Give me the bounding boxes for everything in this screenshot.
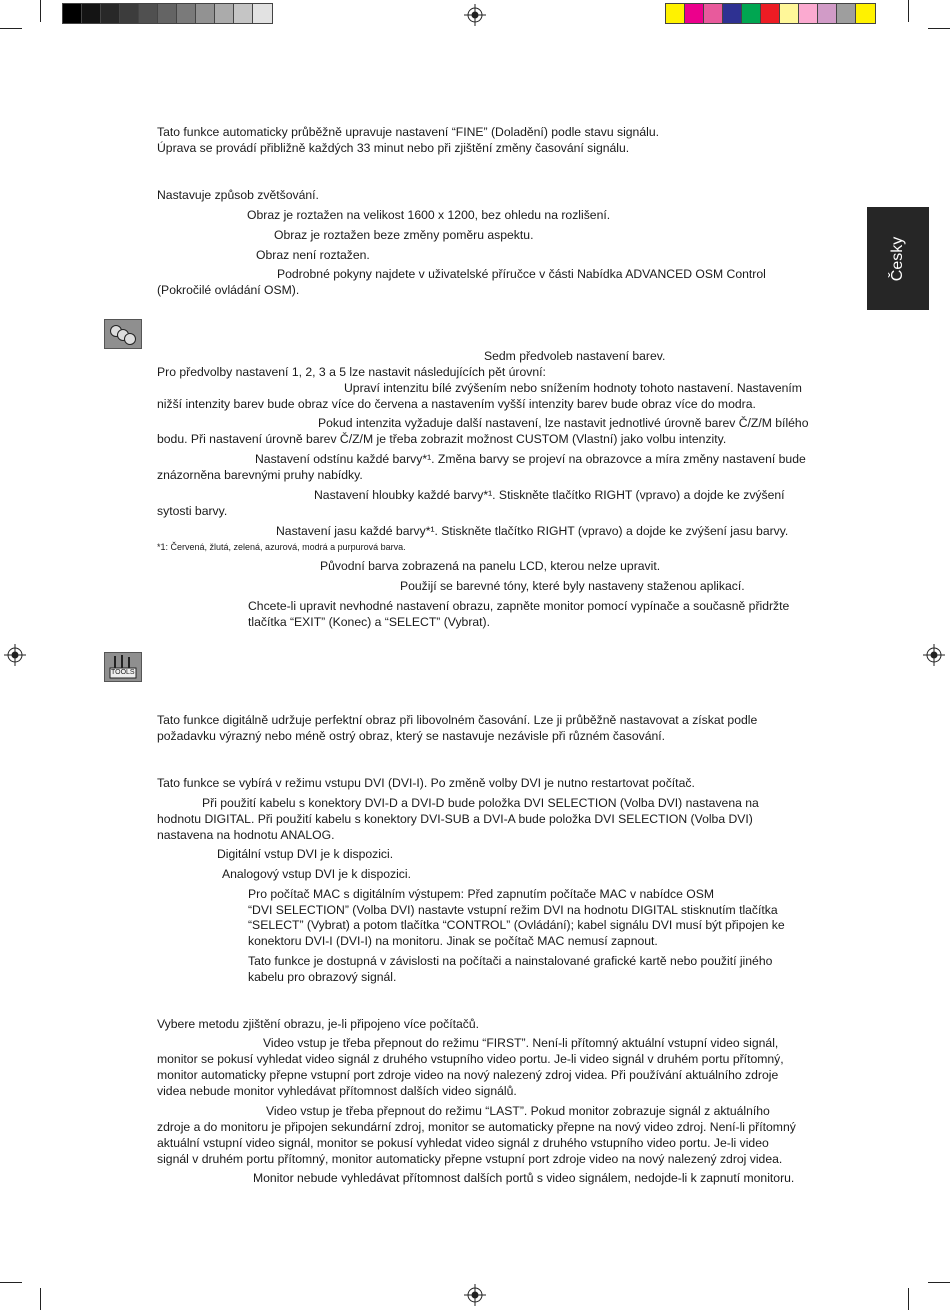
crop-mark <box>928 28 950 29</box>
footnote: *1: Červená, žlutá, zelená, azurová, modrá a purpurová barva. <box>157 542 406 552</box>
color-swatch <box>799 4 818 23</box>
body-text-line: Obraz je roztažen beze změny poměru aspektu. <box>274 228 534 242</box>
body-text-line: Úprava se provádí přibližně každých 33 minut nebo při zjištění změny časování signálu. <box>157 141 630 155</box>
crop-mark <box>908 1288 909 1310</box>
tools-icon <box>104 652 142 682</box>
color-control-icon <box>104 319 142 349</box>
body-text-line: nižší intenzity barev bude obraz více do červena a nastavením vyšší intenzity barev bude obraz více do modra. <box>157 397 756 411</box>
gray-swatch <box>253 4 272 23</box>
gray-swatch <box>215 4 234 23</box>
body-text-line: znázorněna barevnými pruhy nabídky. <box>157 468 363 482</box>
body-text-line: Nastavení hloubky každé barvy*¹. Stiskněte tlačítko RIGHT (vpravo) a dojde ke zvýšení <box>314 488 785 502</box>
gray-swatch <box>234 4 253 23</box>
body-text-line: Tato funkce automaticky průběžně upravuje nastavení “FINE” (Doladění) podle stavu signálu. <box>157 125 659 139</box>
body-text-line: Chcete-li upravit nevhodné nastavení obrazu, zapněte monitor pomocí vypínače a současně přidržte <box>248 599 790 613</box>
color-swatch <box>761 4 780 23</box>
color-swatch <box>856 4 875 23</box>
body-text-line: kabelu pro obrazový signál. <box>248 970 397 984</box>
crop-mark <box>0 1282 22 1283</box>
color-swatch <box>818 4 837 23</box>
color-swatch <box>666 4 685 23</box>
color-calibration-bar <box>665 3 876 24</box>
body-text-line: Pro předvolby nastavení 1, 2, 3 a 5 lze nastavit následujících pět úrovní: <box>157 365 546 379</box>
body-text-line: Obraz není roztažen. <box>256 248 370 262</box>
language-tab <box>867 207 929 310</box>
body-text-line: Nastavení odstínu každé barvy*¹. Změna barvy se projeví na obrazovce a míra změny nastavení bude <box>255 452 806 466</box>
crop-mark <box>40 1288 41 1310</box>
body-text-line: Analogový vstup DVI je k dispozici. <box>222 867 411 881</box>
body-text-line: nastavena na hodnotu ANALOG. <box>157 828 335 842</box>
body-text-line: požadavku výrazný nebo méně ostrý obraz, který se nastavuje nezávisle při různém časování. <box>157 729 666 743</box>
color-swatch <box>742 4 761 23</box>
body-text-line: “DVI SELECTION” (Volba DVI) nastavte vstupní režim DVI na hodnotu DIGITAL stisknutím tlačítka <box>248 903 778 917</box>
body-text-line: Pokud intenzita vyžaduje další nastavení, lze nastavit jednotlivé úrovně barev Č/Z/M bílého <box>318 416 809 430</box>
body-text-line: Pro počítač MAC s digitálním výstupem: Před zapnutím počítače MAC v nabídce OSM <box>248 887 715 901</box>
body-text-line: (Pokročilé ovládání OSM). <box>157 283 300 297</box>
gray-swatch <box>177 4 196 23</box>
body-text-line: Video vstup je třeba přepnout do režimu “LAST”. Pokud monitor zobrazuje signál z aktuálního <box>266 1104 770 1118</box>
gray-swatch <box>139 4 158 23</box>
body-text-line: Digitální vstup DVI je k dispozici. <box>217 847 394 861</box>
body-text-line: Tato funkce je dostupná v závislosti na počítači a nainstalované grafické kartě nebo použití jiného <box>248 954 773 968</box>
gray-swatch <box>196 4 215 23</box>
body-text-line: konektoru DVI-I (DVI-I) na monitoru. Jinak se počítač MAC nemusí zapnout. <box>248 934 658 948</box>
gray-swatch <box>158 4 177 23</box>
body-text-line: monitor se pokusí vyhledat video signál z druhého vstupního video portu. Je-li video signál v druhém portu přítomný, <box>157 1052 784 1066</box>
body-text-line: Sedm předvoleb nastavení barev. <box>484 349 666 363</box>
body-text-line: Nastavuje způsob zvětšování. <box>157 188 319 202</box>
body-text-line: aktuální vstupní video signál, monitor se pokusí vyhledat video signál z druhého vstupního video portu. Je-li video <box>157 1136 769 1150</box>
crop-mark <box>0 28 22 29</box>
body-text-line: Upraví intenzitu bílé zvýšením nebo snížením hodnoty tohoto nastavení. Nastavením <box>344 381 802 395</box>
registration-mark-icon <box>464 1284 486 1306</box>
registration-mark-icon <box>923 644 945 666</box>
color-swatch <box>685 4 704 23</box>
crop-mark <box>928 1282 950 1283</box>
body-text-line: signál v druhém portu přítomný, monitor automaticky přepne vstupní port zdroje video na nový nalezený zdroj videa. <box>157 1152 783 1166</box>
body-text-line: Nastavení jasu každé barvy*¹. Stiskněte tlačítko RIGHT (vpravo) a dojde ke zvýšení jasu barvy. <box>276 524 789 538</box>
color-swatch <box>837 4 856 23</box>
body-text-line: Monitor nebude vyhledávat přítomnost dalších portů s video signálem, nedojde-li k zapnutí monitoru. <box>253 1171 795 1185</box>
crop-mark <box>908 0 909 22</box>
body-text-line: Obraz je roztažen na velikost 1600 x 1200, bez ohledu na rozlišení. <box>247 208 611 222</box>
crop-mark <box>40 0 41 22</box>
color-control-icon-graphic <box>105 320 141 348</box>
body-text-line: zdroje a do monitoru je připojen sekundární zdroj, monitor se automaticky přepne na nový video zdroj. Není-li přítomný <box>157 1120 796 1134</box>
gray-swatch <box>101 4 120 23</box>
registration-mark-icon <box>4 644 26 666</box>
body-text-line: Při použití kabelu s konektory DVI-D a DVI-D bude položka DVI SELECTION (Volba DVI) nastavena na <box>202 796 759 810</box>
body-text-line: videa nebude monitor vyhledávat přítomnost dalších video signálů. <box>157 1084 517 1098</box>
gray-swatch <box>82 4 101 23</box>
body-text-line: Původní barva zobrazená na panelu LCD, kterou nelze upravit. <box>320 559 661 573</box>
color-swatch <box>723 4 742 23</box>
body-text-line: sytosti barvy. <box>157 504 228 518</box>
body-text-line: Video vstup je třeba přepnout do režimu “FIRST”. Není-li přítomný aktuální vstupní video signál, <box>263 1036 779 1050</box>
tools-icon-label: TOOLS <box>111 669 135 676</box>
body-text-line: monitor automaticky přepne vstupní port zdroje video na nový nalezený zdroj videa. Při používání aktuálního zdroje <box>157 1068 779 1082</box>
body-text-line: Tato funkce se vybírá v režimu vstupu DVI (DVI-I). Po změně volby DVI je nutno restartovat počítač. <box>157 776 695 790</box>
body-text-line: bodu. Při nastavení úrovně barev Č/Z/M je třeba zobrazit možnost CUSTOM (Vlastní) jako volbu intenzity. <box>157 432 727 446</box>
body-text-line: Podrobné pokyny najdete v uživatelské příručce v části Nabídka ADVANCED OSM Control <box>277 267 766 281</box>
language-tab-label: Česky <box>889 236 906 281</box>
grayscale-calibration-bar <box>62 3 273 24</box>
registration-mark-icon <box>464 4 486 26</box>
color-swatch <box>780 4 799 23</box>
body-text-line: Vybere metodu zjištění obrazu, je-li připojeno více počítačů. <box>157 1017 480 1031</box>
body-text-line: Tato funkce digitálně udržuje perfektní obraz při libovolném časování. Lze ji průběžně nastavovat a získat podle <box>157 713 758 727</box>
body-text-line: “SELECT” (Vybrat) a potom tlačítka “CONTROL” (Ovládání); kabel signálu DVI musí být připojen ke <box>248 918 785 932</box>
body-text-line: Použijí se barevné tóny, které byly nastaveny staženou aplikací. <box>400 579 745 593</box>
body-text-line: hodnotu DIGITAL. Při použití kabelu s konektory DVI-SUB a DVI-A bude položka DVI SELECTION (Volba DVI) <box>157 812 753 826</box>
gray-swatch <box>63 4 82 23</box>
body-text-line: tlačítka “EXIT” (Konec) a “SELECT” (Vybrat). <box>248 615 490 629</box>
gray-swatch <box>120 4 139 23</box>
color-swatch <box>704 4 723 23</box>
